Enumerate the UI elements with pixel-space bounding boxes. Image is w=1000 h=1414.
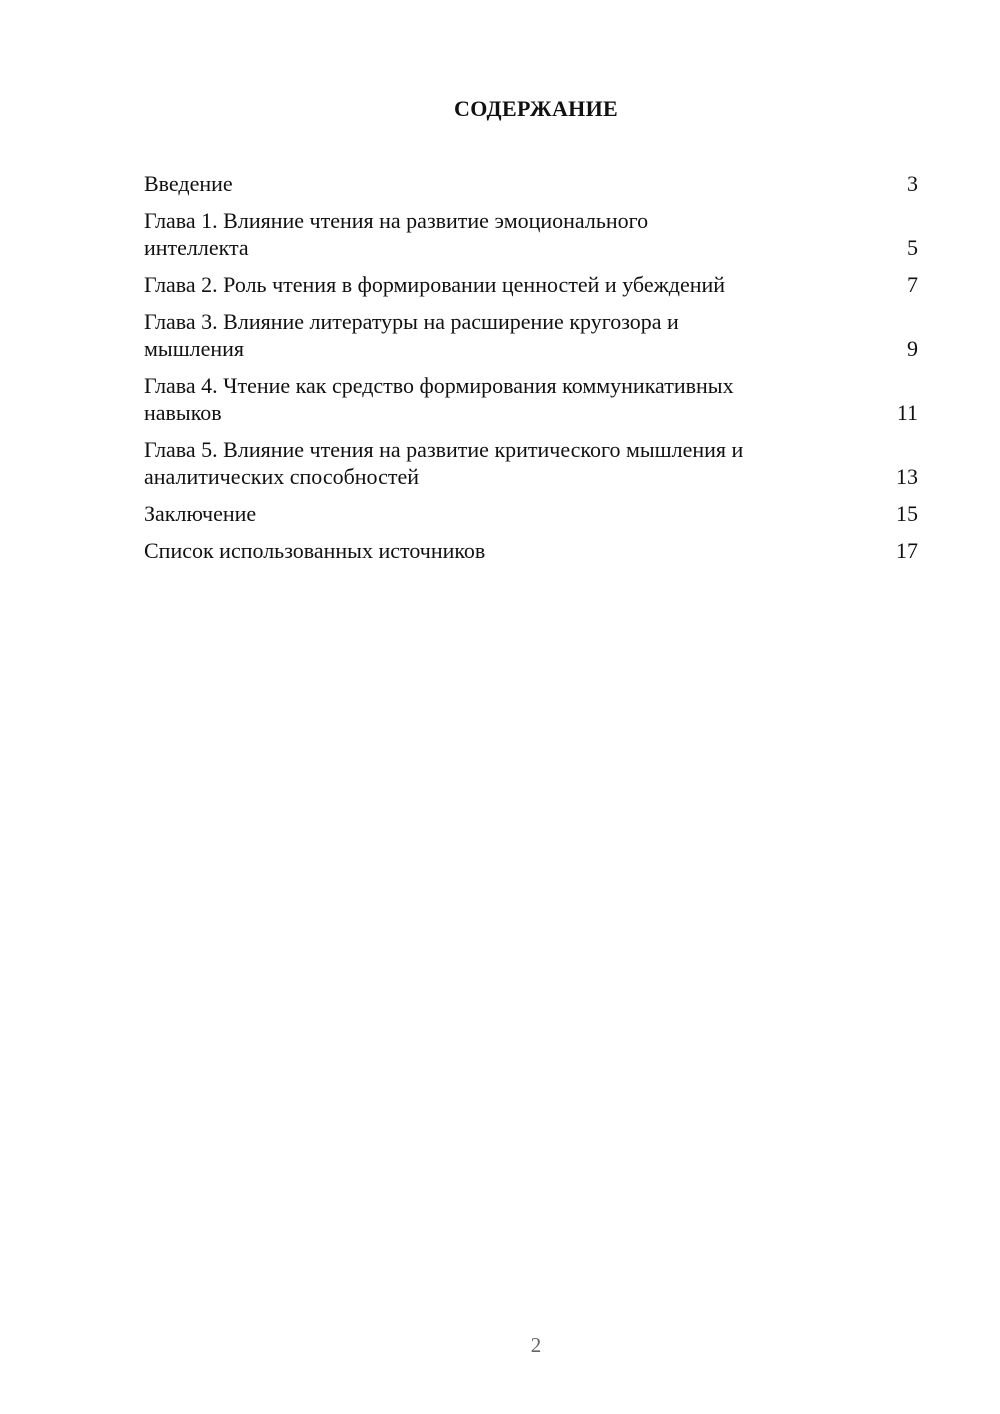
toc-entry-label: Заключение	[144, 501, 257, 526]
toc-entry-label: Глава 2. Роль чтения в формировании ценностей и убеждений	[144, 272, 726, 297]
toc-entry-page: 15	[896, 501, 918, 526]
page-number: 2	[530, 1333, 542, 1357]
toc-entry-page: 17	[896, 538, 918, 563]
toc-entry-label: Глава 3. Влияние литературы на расширение кругозора и мышления	[144, 309, 679, 361]
toc-entry-chapter-1	[144, 207, 918, 261]
toc-entry-label: Глава 4. Чтение как средство формирования коммуникативных навыков	[144, 373, 734, 425]
toc-entry-chapter-3	[144, 308, 918, 362]
toc-entry-label: Глава 1. Влияние чтения на развитие эмоционального интеллекта	[144, 208, 649, 260]
toc-entry-page: 5	[907, 235, 918, 260]
toc-entry-chapter-2	[144, 271, 918, 298]
toc-entry-chapter-4	[144, 372, 918, 426]
toc-entry-page: 13	[896, 464, 918, 489]
toc-entry-page: 9	[907, 336, 918, 361]
toc-entry-page: 3	[907, 171, 918, 196]
page-title: СОДЕРЖАНИЕ	[454, 96, 618, 121]
toc-entry-label: Введение	[144, 171, 233, 196]
table-of-contents	[144, 170, 918, 574]
toc-entry-page: 11	[896, 400, 918, 425]
toc-entry-chapter-5	[144, 436, 918, 490]
toc-entry-conclusion	[144, 500, 918, 527]
toc-entry-label: Список использованных источников	[144, 538, 486, 563]
toc-entry-label: Глава 5. Влияние чтения на развитие критического мышления и аналитических способностей	[144, 437, 744, 489]
toc-entry-references	[144, 537, 918, 564]
toc-entry-introduction	[144, 170, 918, 197]
toc-entry-page: 7	[907, 272, 918, 297]
